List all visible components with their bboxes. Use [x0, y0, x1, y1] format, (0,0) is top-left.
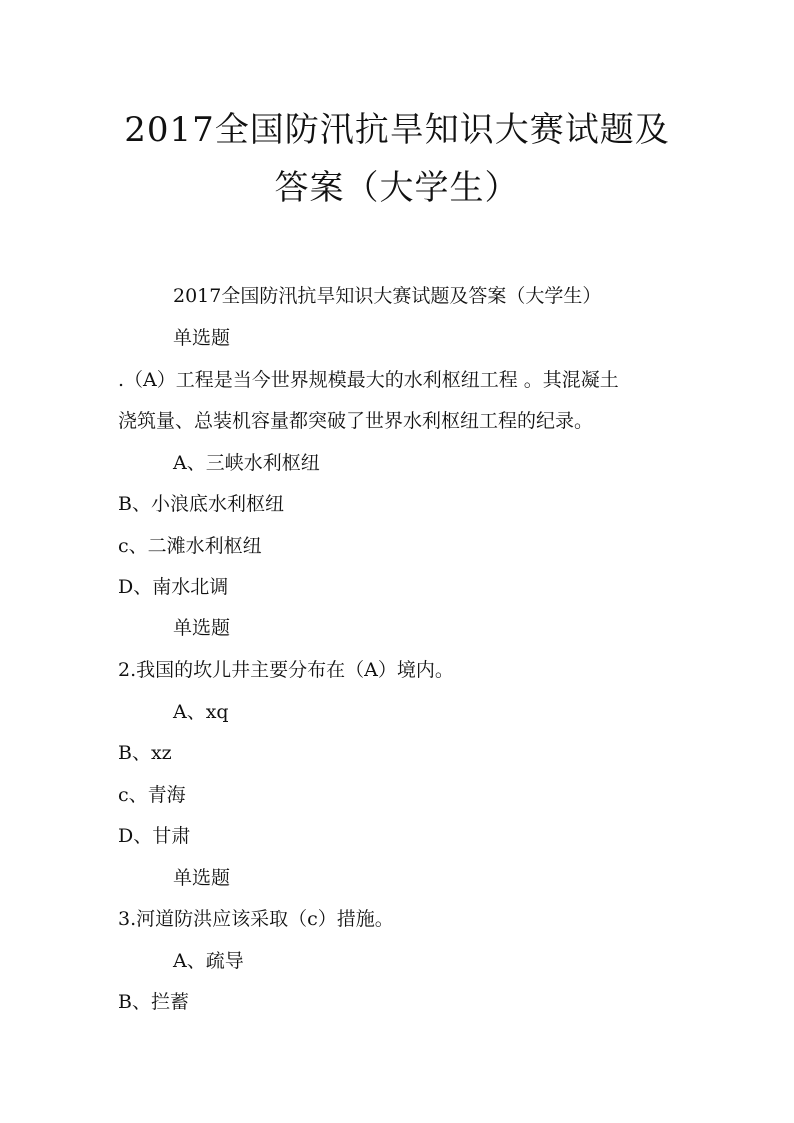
question-1-option-d: D、南水北调	[118, 576, 229, 598]
question-2-option-b: B、xz	[118, 742, 172, 764]
document-subtitle: 2017全国防汛抗旱知识大赛试题及答案（大学生）	[173, 285, 602, 307]
question-1-option-b: B、小浪底水利枢纽	[118, 493, 284, 515]
question-3-text: 3.河道防洪应该采取（c）措施。	[118, 908, 394, 930]
document-title-line-1: 2017全国防汛抗旱知识大赛试题及	[124, 110, 670, 150]
document-title-line-2: 答案（大学生）	[274, 168, 520, 208]
question-3-option-b: B、拦蓄	[118, 991, 189, 1013]
question-2-option-d: D、甘肃	[118, 825, 191, 847]
question-1-text-line-1: .（A）工程是当今世界规模最大的水利枢纽工程 。其混凝土	[118, 369, 619, 391]
question-1-text-line-2: 浇筑量、总装机容量都突破了世界水利枢纽工程的纪录。	[118, 410, 594, 432]
question-2-option-c: c、青海	[118, 784, 186, 806]
section-heading-3: 单选题	[173, 867, 231, 889]
question-1-option-c: c、二滩水利枢纽	[118, 535, 262, 557]
section-heading-2: 单选题	[173, 617, 231, 639]
question-2-text: 2.我国的坎儿井主要分布在（A）境内。	[118, 659, 454, 681]
question-1-option-a: A、三峡水利枢纽	[173, 452, 320, 474]
section-heading-1: 单选题	[173, 327, 231, 349]
question-2-option-a: A、xq	[173, 701, 229, 723]
question-3-option-a: A、疏导	[173, 950, 244, 972]
